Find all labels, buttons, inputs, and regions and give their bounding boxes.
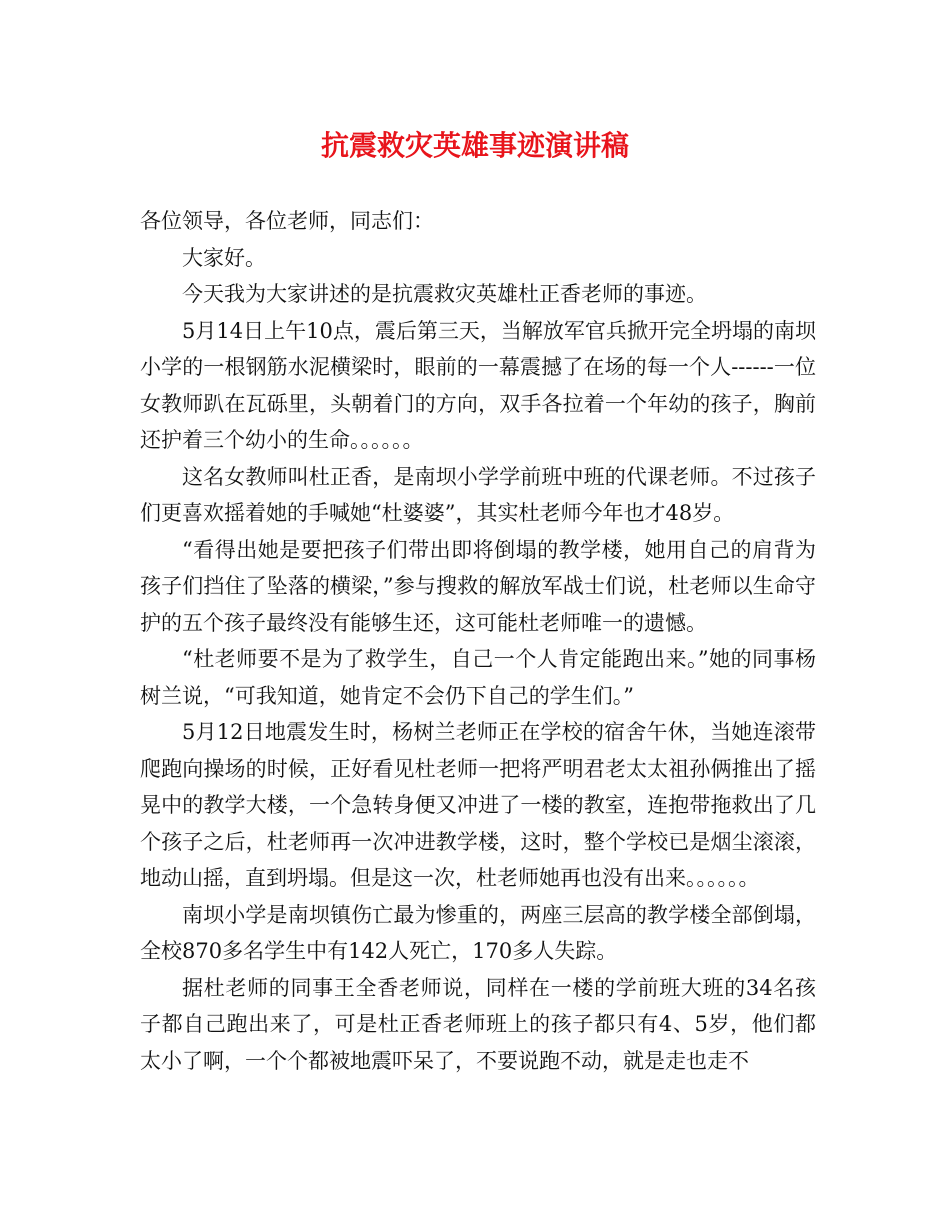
paragraph: 5月12日地震发生时，杨树兰老师正在学校的宿舍午休，当她连滚带爬跑向操场的时候，正好看见杜老师一把将严明君老太太祖孙俩推出了摇晃中的教学大楼，一个急转身便又冲进了一楼的教室，连抱带拖救出了几个孩子之后，杜老师再一次冲进教学楼，这时，整个学校已是烟尘滚滚，地动山摇，直到坍塌。但是这一次，杜老师她再也没有出来。。。。。。 bbox=[140, 720, 816, 890]
paragraph: “看得出她是要把孩子们带出即将倒塌的教学楼，她用自己的肩背为孩子们挡住了坠落的横梁，”参与搜救的解放军战士们说，杜老师以生命守护的五个孩子最终没有能够生还，这可能杜老师唯一的遗憾。 bbox=[140, 537, 816, 635]
paragraph: 5月14日上午10点，震后第三天，当解放军官兵掀开完全坍塌的南坝小学的一根钢筋水泥横梁时，眼前的一幕震撼了在场的每一个人------一位女教师趴在瓦砾里，头朝着门的方向，双手各拉着一个年幼的孩子，胸前还护着三个幼小的生命。。。。。。 bbox=[140, 318, 816, 452]
document-title: 抗震救灾英雄事迹演讲稿 bbox=[320, 129, 629, 162]
paragraph: 这名女教师叫杜正香，是南坝小学学前班中班的代课老师。不过孩子们更喜欢摇着她的手喊她“杜婆婆”，其实杜老师今年也才48岁。 bbox=[140, 464, 816, 525]
paragraph: 南坝小学是南坝镇伤亡最为惨重的，两座三层高的教学楼全部倒塌，全校870多名学生中有142人死亡，170多人失踪。 bbox=[140, 902, 816, 963]
document-body bbox=[140, 203, 816, 1079]
paragraph: “杜老师要不是为了救学生，自己一个人肯定能跑出来。”她的同事杨树兰说，“可我知道，她肯定不会仍下自己的学生们。” bbox=[140, 647, 816, 708]
paragraph: 今天我为大家讲述的是抗震救灾英雄杜正香老师的事迹。 bbox=[182, 282, 707, 306]
paragraph: 据杜老师的同事王全香老师说，同样在一楼的学前班大班的34名孩子都自己跑出来了，可是杜正香老师班上的孩子都只有4、5岁，他们都太小了啊，一个个都被地震吓呆了，不要说跑不动，就是走也走不 bbox=[140, 975, 816, 1073]
greeting-line: 各位领导，各位老师，同志们： bbox=[140, 209, 434, 233]
paragraph: 大家好。 bbox=[182, 245, 266, 270]
